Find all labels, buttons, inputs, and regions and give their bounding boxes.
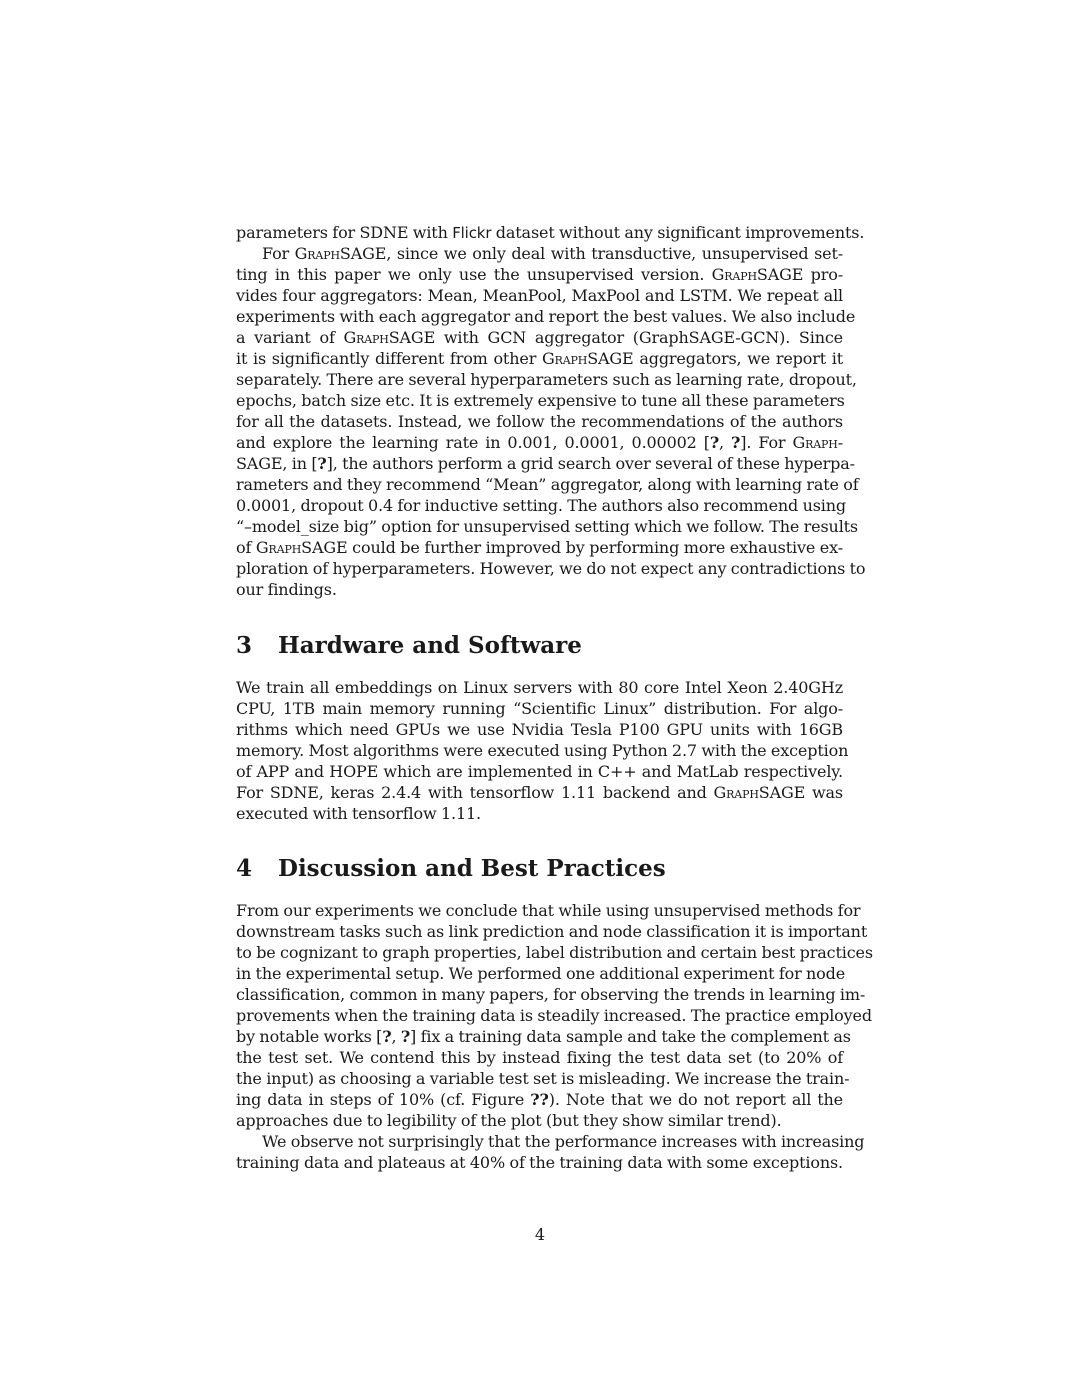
paragraph-line: parameters for SDNE with Flickr dataset without any significant improvements. xyxy=(236,223,865,242)
paragraph-line: epochs, batch size etc. It is extremely expensive to tune all these parameters xyxy=(236,391,845,410)
paragraph-line: From our experiments we conclude that while using unsupervised methods for xyxy=(236,901,861,920)
page-number: 4 xyxy=(534,1225,546,1244)
paragraph-line: executed with tensorflow 1.11. xyxy=(236,804,481,823)
paragraph-line: “–model_size big” option for unsupervised setting which we follow. The results xyxy=(236,517,858,536)
paragraph-line: a variant of GraphSAGE with GCN aggregator (GraphSAGE-GCN). Since xyxy=(236,328,843,347)
paragraph-line: downstream tasks such as link prediction and node classification it is important xyxy=(236,922,868,941)
citation-placeholder: ? xyxy=(731,433,741,452)
citation-placeholder: ? xyxy=(317,454,327,473)
paragraph-line: ting in this paper we only use the unsupervised version. GraphSAGE pro- xyxy=(236,265,843,284)
citation-placeholder: ? xyxy=(709,433,720,452)
intro-text-block xyxy=(236,222,866,600)
paragraph-line: our findings. xyxy=(236,580,337,599)
section-title: Discussion and Best Practices xyxy=(278,855,666,882)
section-number: 4 xyxy=(236,855,253,882)
paragraph-line: the test set. We contend this by instead fixing the test data set (to 20% of xyxy=(236,1048,843,1067)
paragraph-line: of APP and HOPE which are implemented in C++ and MatLab respectively. xyxy=(236,762,843,781)
paragraph-line: training data and plateaus at 40% of the training data with some exceptions. xyxy=(236,1153,843,1172)
section-number: 3 xyxy=(236,632,253,659)
paragraph-line: separately. There are several hyperparameters such as learning rate, dropout, xyxy=(236,370,857,389)
paragraph-line: it is significantly different from other GraphSAGE aggregators, we report it xyxy=(236,349,844,368)
paragraph-line: 0.0001, dropout 0.4 for inductive setting. The authors also recommend using xyxy=(236,496,847,515)
paragraph-line: to be cognizant to graph properties, label distribution and certain best practices xyxy=(236,943,873,962)
paragraph-line: ing data in steps of 10% (cf. Figure ??). Note that we do not report all the xyxy=(236,1090,843,1109)
paragraph-line: For SDNE, keras 2.4.4 with tensorflow 1.11 backend and GraphSAGE was xyxy=(236,783,843,802)
paragraph-line: vides four aggregators: Mean, MeanPool, MaxPool and LSTM. We repeat all xyxy=(236,286,843,305)
paragraph-line: For GraphSAGE, since we only deal with transductive, unsupervised set- xyxy=(262,244,843,263)
section-3-text-block xyxy=(236,677,849,824)
paragraph-line: the input) as choosing a variable test set is misleading. We increase the train- xyxy=(236,1069,850,1088)
section-heading-3 xyxy=(236,631,582,661)
section-4-text-block xyxy=(236,900,873,1173)
paragraph-line: ploration of hyperparameters. However, we do not expect any contradictions to xyxy=(236,559,866,578)
citation-placeholder: ? xyxy=(400,1027,411,1046)
paragraph-line: provements when the training data is steadily increased. The practice employed xyxy=(236,1006,872,1025)
paragraph-line: for all the datasets. Instead, we follow the recommendations of the authors xyxy=(236,412,843,431)
citation-placeholder: ? xyxy=(382,1027,392,1046)
figure-reference-placeholder: ?? xyxy=(530,1090,549,1109)
paragraph-line: SAGE, in [?], the authors perform a grid search over several of these hyperpa- xyxy=(236,454,855,473)
paragraph-line: We train all embeddings on Linux servers with 80 core Intel Xeon 2.40GHz xyxy=(236,678,843,697)
paragraph-line: and explore the learning rate in 0.001, 0.0001, 0.00002 [?, ?]. For Graph- xyxy=(236,433,843,452)
section-heading-4 xyxy=(236,854,666,884)
paragraph-line: in the experimental setup. We performed one additional experiment for node xyxy=(236,964,846,983)
section-title: Hardware and Software xyxy=(278,632,582,659)
paragraph-line: rameters and they recommend “Mean” aggregator, along with learning rate of xyxy=(236,475,859,494)
paragraph-line: memory. Most algorithms were executed using Python 2.7 with the exception xyxy=(236,741,849,760)
paragraph-line: rithms which need GPUs we use Nvidia Tesla P100 GPU units with 16GB xyxy=(236,720,843,739)
paragraph-line: classification, common in many papers, for observing the trends in learning im- xyxy=(236,985,866,1004)
paragraph-line: experiments with each aggregator and report the best values. We also include xyxy=(236,307,856,326)
paragraph-line: CPU, 1TB main memory running “Scientific Linux” distribution. For algo- xyxy=(236,699,843,718)
paragraph-line: of GraphSAGE could be further improved by performing more exhaustive ex- xyxy=(236,538,843,557)
paragraph-line: approaches due to legibility of the plot (but they show similar trend). xyxy=(236,1111,782,1130)
paragraph-line: We observe not surprisingly that the performance increases with increasing xyxy=(262,1132,865,1151)
paragraph-line: by notable works [?, ?] fix a training data sample and take the complement as xyxy=(236,1027,851,1046)
